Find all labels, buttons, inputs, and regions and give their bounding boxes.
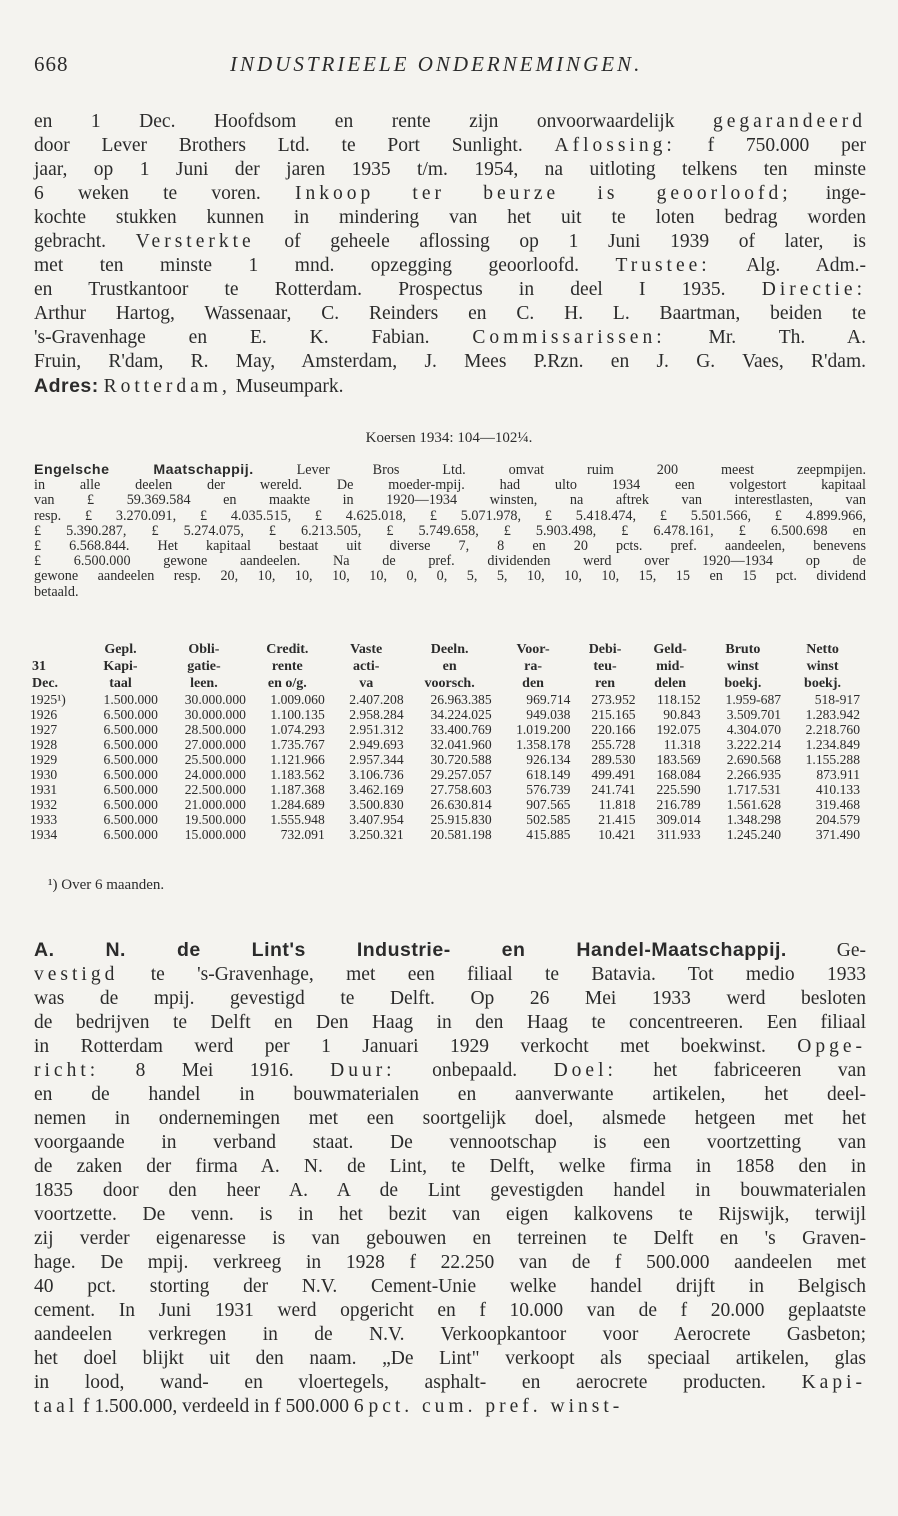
table-cell: 1.009.060 — [270, 692, 325, 707]
year-cell: 1926 — [30, 707, 58, 722]
text-segment: Duur: — [330, 1060, 396, 1081]
text-line — [34, 987, 866, 1011]
text-line — [34, 938, 866, 963]
table-row — [30, 707, 862, 722]
text-line — [34, 254, 866, 278]
table-cell: 30.000.000 — [184, 692, 246, 707]
text-segment: Engelsche Maatschappij. — [34, 462, 254, 478]
table-cell: 1.959-687 — [725, 692, 782, 707]
year-cell: 1933 — [30, 812, 58, 827]
table-cell: 273.952 — [591, 692, 636, 707]
text-line — [34, 478, 866, 493]
text-line — [34, 554, 866, 569]
text-segment: cement. In Juni 1931 werd opgericht en f 10.000 van de f 20.000 geplaatste — [34, 1300, 866, 1321]
text-segment: in lood, wand- en vloertegels, asphalt- en aerocrete producten. — [34, 1372, 802, 1393]
table-cell: 28.500.000 — [184, 722, 246, 737]
footnote-text: Over 6 maanden. — [61, 877, 165, 893]
text-segment: was de mpij. gevestigd te Delft. Op 26 Mei 1933 werd besloten — [34, 988, 866, 1009]
table-cell: 6.500.000 — [103, 782, 158, 797]
text-segment: gewone aandeelen resp. 20, 10, 10, 10, 10, 0, 0, 5, 5, 10, 10, 10, 15, 15 en 15 pct. dividend — [34, 568, 866, 585]
text-segment: Adres: — [34, 375, 99, 397]
table-cell: 11.818 — [598, 797, 636, 812]
table-cell: 907.565 — [526, 797, 571, 812]
table-cell: 204.579 — [815, 812, 860, 827]
text-segment: Commissarissen: — [472, 327, 666, 348]
column-header-line: ra- — [524, 659, 542, 674]
koersen-line: Koersen 1934: 104—102¼. — [365, 430, 533, 446]
table-cell: 118.152 — [656, 692, 701, 707]
table-cell: 1.234.849 — [805, 737, 860, 752]
text-line — [34, 1155, 866, 1179]
table-cell: 6.500.000 — [103, 722, 158, 737]
table-cell: 6.500.000 — [103, 737, 158, 752]
column-header-line: en o/g. — [267, 676, 307, 691]
text-segment: £ 5.390.287, £ 5.274.075, £ 6.213.505, £ 5.749.658, £ 5.903.498, £ 6.478.161, £ 6.500.698 en — [34, 522, 866, 539]
table-cell: 1.100.135 — [270, 707, 325, 722]
footnote — [48, 877, 164, 894]
text-segment: in alle deelen der wereld. De moeder-mpij. had ulto 1934 een volgestort kapitaal — [34, 477, 866, 494]
table-cell: 2.949.693 — [349, 737, 404, 752]
lint-company-paragraph — [34, 938, 866, 1419]
table-cell: 29.257.057 — [430, 767, 492, 782]
table-cell: 30.720.588 — [430, 752, 492, 767]
footnote-mark: ¹) — [48, 877, 58, 893]
text-segment: Inkoop ter beurze is geoorloofd; — [294, 183, 792, 204]
text-segment: zij verder eigenaresse is van gebouwen en terreinen te Delft en 's Graven- — [34, 1228, 866, 1249]
table-cell: 1.245.240 — [726, 827, 782, 842]
table-cell: 21.000.000 — [184, 797, 246, 812]
column-header-line: mid- — [656, 659, 685, 674]
table-cell: 216.789 — [656, 797, 701, 812]
column-header-line: Obli- — [188, 642, 220, 657]
column-header-line: acti- — [352, 659, 380, 674]
text-line — [34, 1203, 866, 1227]
table-cell: 27.000.000 — [184, 737, 246, 752]
table-cell: 30.000.000 — [184, 707, 246, 722]
column-header — [783, 641, 862, 692]
table-cell: 1.074.293 — [270, 722, 325, 737]
year-cell: 1929 — [30, 752, 58, 767]
column-header-line: leen. — [190, 676, 218, 691]
text-segment: aandeelen verkregen in de N.V. Verkoopkantoor voor Aerocrete Gasbeton; — [34, 1324, 866, 1345]
table-cell: 168.084 — [656, 767, 701, 782]
table-cell: 1.183.562 — [270, 767, 325, 782]
text-segment: en 1 Dec. Hoofdsom en rente zijn onvoorwaardelijk — [34, 111, 713, 132]
table-cell: 241.741 — [591, 782, 636, 797]
text-segment: Doel: — [553, 1060, 617, 1081]
table-cell: 410.133 — [815, 782, 860, 797]
table-cell: 1.019.200 — [516, 722, 571, 737]
table-cell: 311.933 — [656, 827, 701, 842]
year-cell: 1931 — [30, 782, 58, 797]
text-line — [34, 493, 866, 508]
table-row — [30, 827, 862, 842]
text-line — [34, 1179, 866, 1203]
text-segment: in Rotterdam werd per 1 Januari 1929 verkocht met boekwinst. — [34, 1036, 798, 1057]
table-header-row — [30, 641, 862, 692]
text-segment: Opge- — [797, 1036, 866, 1057]
year-cell: 1925¹) — [30, 692, 66, 707]
text-line — [34, 278, 866, 302]
column-header-line: Kapi- — [103, 659, 138, 674]
text-line — [34, 1011, 866, 1035]
lever-bond-paragraph — [34, 110, 866, 399]
column-header — [30, 641, 81, 692]
text-line — [34, 463, 866, 478]
table-cell: 20.581.198 — [430, 827, 492, 842]
column-header — [494, 641, 573, 692]
text-segment: betaald. — [34, 583, 79, 600]
text-segment: hage. De mpij. verkreeg in 1928 f 22.250 van de f 500.000 aandeelen met — [34, 1252, 866, 1273]
table-cell: 25.500.000 — [184, 752, 246, 767]
text-line — [34, 1323, 866, 1347]
table-cell: 2.951.312 — [349, 722, 404, 737]
table-cell: 183.569 — [656, 752, 701, 767]
text-segment: voorgaande in verband staat. De vennootschap is een voortzetting van — [34, 1132, 866, 1153]
text-segment: Versterkte — [135, 231, 255, 252]
text-segment: vestigd — [34, 964, 119, 985]
column-header-line: gatie- — [187, 659, 221, 674]
table-cell: 1.561.628 — [726, 797, 782, 812]
text-segment: Directie: — [761, 279, 866, 300]
table-cell: 576.739 — [526, 782, 571, 797]
table-cell: 26.963.385 — [430, 692, 492, 707]
page-header — [34, 52, 864, 82]
text-segment: de zaken der firma A. N. de Lint, te Delft, welke firma in 1858 den in — [34, 1156, 866, 1177]
table-cell: 1.187.368 — [270, 782, 325, 797]
table-cell: 969.714 — [526, 692, 571, 707]
table-cell: 2.266.935 — [726, 767, 782, 782]
text-segment: Alg. Adm.- — [710, 255, 867, 276]
table-cell: 1.283.942 — [805, 707, 860, 722]
table-cell: 3.500.830 — [349, 797, 404, 812]
column-header — [406, 641, 494, 692]
text-segment: 6 weken te voren. — [34, 183, 295, 204]
table-cell: 10.421 — [598, 827, 636, 842]
text-segment: A. N. de Lint's Industrie- en Handel-Maatschappij. — [34, 939, 787, 961]
text-segment: Kapi- — [801, 1372, 866, 1393]
text-line — [34, 1227, 866, 1251]
table-cell: 3.222.214 — [726, 737, 782, 752]
text-segment: f 1.500.000, verdeeld in f 500.000 6 — [78, 1396, 369, 1417]
text-segment: nemen in ondernemingen met een soortgelijk doel, alsmede hetgeen met het — [34, 1108, 866, 1129]
column-header-line: delen — [654, 676, 687, 691]
table-cell: 3.250.321 — [349, 827, 404, 842]
column-header — [160, 641, 248, 692]
column-header-line: winst — [806, 659, 839, 674]
column-header-line: winst — [726, 659, 759, 674]
table-cell: 371.490 — [815, 827, 860, 842]
table-cell: 1.500.000 — [103, 692, 158, 707]
text-line — [34, 302, 866, 326]
table-cell: 6.500.000 — [103, 767, 158, 782]
table-cell: 309.014 — [656, 812, 701, 827]
text-segment: gebracht. — [34, 231, 136, 252]
table-cell: 289.530 — [591, 752, 636, 767]
text-segment: onbepaald. — [395, 1060, 554, 1081]
table-cell: 499.491 — [591, 767, 636, 782]
column-header-line: taal — [109, 676, 132, 691]
table-cell: 1.155.288 — [805, 752, 860, 767]
table-cell: 1.348.298 — [726, 812, 782, 827]
table-row — [30, 692, 862, 707]
column-header-line: Netto — [806, 642, 839, 657]
table-cell: 3.106.736 — [349, 767, 404, 782]
table-cell: 6.500.000 — [103, 707, 158, 722]
table-cell: 24.000.000 — [184, 767, 246, 782]
text-line — [34, 134, 866, 158]
text-line — [34, 585, 866, 600]
table-cell: 21.415 — [598, 812, 636, 827]
table-cell: 215.165 — [591, 707, 636, 722]
text-segment: en Trustkantoor te Rotterdam. Prospectus in deel I 1935. — [34, 279, 762, 300]
text-segment: 1835 door den heer A. A de Lint gevestigden handel in bouwmaterialen — [34, 1180, 866, 1201]
text-segment: gegarandeerd — [712, 111, 866, 132]
table-cell: 2.958.284 — [349, 707, 404, 722]
column-header-line: Voor- — [516, 642, 550, 657]
text-line — [34, 1395, 866, 1419]
text-segment: of geheele aflossing op 1 Juni 1939 of later, is — [254, 231, 866, 252]
year-cell: 1932 — [30, 797, 58, 812]
text-segment: het doel blijkt uit den naam. „De Lint" verkoopt als speciaal artikelen, glas — [34, 1348, 866, 1369]
text-line — [34, 1131, 866, 1155]
table-cell: 2.407.208 — [349, 692, 404, 707]
column-header-line: Deeln. — [430, 642, 469, 657]
table-cell: 6.500.000 — [103, 812, 158, 827]
table-cell: 6.500.000 — [103, 827, 158, 842]
table-row — [30, 797, 862, 812]
table-cell: 6.500.000 — [103, 797, 158, 812]
year-cell: 1928 — [30, 737, 58, 752]
text-line — [34, 110, 866, 134]
text-segment: en de handel in bouwmaterialen en aanverwante artikelen, het deel- — [34, 1084, 866, 1105]
column-header-line: Bruto — [725, 642, 761, 657]
year-cell: 1930 — [30, 767, 58, 782]
table-cell: 1.555.948 — [270, 812, 325, 827]
table-cell: 1.121.966 — [270, 752, 325, 767]
column-header — [81, 641, 160, 692]
table-cell: 3.462.169 — [349, 782, 404, 797]
text-line — [34, 206, 866, 230]
table-cell: 949.038 — [526, 707, 571, 722]
column-header-line: boekj. — [804, 676, 841, 691]
text-segment: taal — [34, 1396, 79, 1417]
text-line — [34, 539, 866, 554]
text-segment: richt: — [34, 1060, 100, 1081]
table-cell: 220.166 — [591, 722, 636, 737]
table-cell: 32.041.960 — [430, 737, 492, 752]
text-line — [34, 1299, 866, 1323]
table-cell: 27.758.603 — [430, 782, 492, 797]
column-header-line: va — [359, 676, 374, 691]
text-segment: f 750.000 per — [675, 135, 866, 156]
column-header — [572, 641, 637, 692]
column-header-line: en — [442, 659, 457, 674]
column-header-line: ren — [595, 676, 616, 691]
table-cell: 15.000.000 — [184, 827, 246, 842]
table-cell: 33.400.769 — [430, 722, 492, 737]
text-segment: de bedrijven te Delft en Den Haag in den Haag te concentreeren. Een filiaal — [34, 1012, 866, 1033]
text-line — [34, 1107, 866, 1131]
table-cell: 25.915.830 — [430, 812, 492, 827]
table-cell: 34.224.025 — [430, 707, 492, 722]
text-segment: van £ 59.369.584 en maakte in 1920—1934 winsten, na aftrek van interestlasten, van — [34, 492, 866, 509]
column-header-line: boekj. — [724, 676, 762, 691]
table-cell: 19.500.000 — [184, 812, 246, 827]
table-cell: 319.468 — [815, 797, 860, 812]
text-segment: jaar, op 1 Juni der jaren 1935 t/m. 1954, na uitloting telkens ten minste — [34, 159, 866, 180]
column-header-line: Debi- — [588, 642, 622, 657]
text-segment: 8 Mei 1916. — [99, 1060, 331, 1081]
text-line — [34, 230, 866, 254]
text-segment: voortzette. De venn. is in het bezit van eigen kalkovens te Rijswijk, terwijl — [34, 1204, 866, 1225]
table-cell: 4.304.070 — [726, 722, 782, 737]
table-row — [30, 752, 862, 767]
column-header — [703, 641, 783, 692]
text-segment: Museumpark. — [230, 376, 344, 397]
table-cell: 873.911 — [816, 767, 860, 782]
table-cell: 1.358.178 — [516, 737, 571, 752]
table-cell: 2.690.568 — [726, 752, 782, 767]
table-cell: 1.717.531 — [726, 782, 782, 797]
column-header-line: voorsch. — [424, 676, 475, 691]
text-line — [34, 1035, 866, 1059]
text-segment: met ten minste 1 mnd. opzegging geoorloofd. — [34, 255, 616, 276]
text-segment: £ 6.568.844. Het kapitaal bestaat uit diverse 7, 8 en 20 pcts. pref. aandeelen, benevens — [34, 538, 866, 555]
text-segment: te 's-Gravenhage, met een filiaal te Batavia. Tot medio 1933 — [118, 964, 866, 985]
text-segment: Fruin, R'dam, R. May, Amsterdam, J. Mees P.Rzn. en J. G. Vaes, R'dam. — [34, 351, 866, 372]
text-segment: resp. £ 3.270.091, £ 4.035.515, £ 4.625.018, £ 5.071.978, £ 5.418.474, £ 5.501.566, £ 4.899.966, — [34, 507, 866, 524]
text-segment: Trustee: — [615, 255, 711, 276]
table-cell: 26.630.814 — [430, 797, 492, 812]
column-header — [638, 641, 703, 692]
text-segment: Mr. Th. A. — [665, 327, 866, 348]
text-line — [34, 963, 866, 987]
table-row — [30, 782, 862, 797]
column-header-line: rente — [271, 659, 303, 674]
text-line — [34, 1083, 866, 1107]
table-cell: 225.590 — [656, 782, 701, 797]
table-cell: 6.500.000 — [103, 752, 158, 767]
text-segment: Arthur Hartog, Wassenaar, C. Reinders en C. H. L. Baartman, beiden te — [34, 303, 866, 324]
page-number: 668 — [34, 52, 69, 76]
text-segment: Rotterdam, — [103, 376, 231, 397]
column-header-line: den — [522, 676, 544, 691]
column-header — [327, 641, 406, 692]
text-segment: inge- — [791, 183, 866, 204]
table-cell: 90.843 — [663, 707, 701, 722]
text-segment: Ge- — [786, 940, 867, 961]
text-segment: kochte stukken kunnen in mindering van het uit te loten bedrag worden — [34, 207, 866, 228]
text-line — [34, 1371, 866, 1395]
text-line — [34, 374, 866, 399]
column-header-line: Geld- — [653, 642, 687, 657]
column-header-line: Dec. — [32, 676, 59, 691]
text-segment: het fabriceeren van — [616, 1060, 866, 1081]
table-cell: 1.735.767 — [270, 737, 325, 752]
table-cell: 3.509.701 — [726, 707, 782, 722]
column-header-line: Vaste — [350, 642, 383, 657]
text-line — [34, 524, 866, 539]
text-line — [34, 569, 866, 584]
text-segment: £ 6.500.000 gewone aandeelen. Na de pref. dividenden werd over 1920—1934 op de — [34, 553, 866, 570]
column-header-line: teu- — [593, 659, 617, 674]
table-row — [30, 722, 862, 737]
table-cell: 2.957.344 — [349, 752, 404, 767]
table-cell: 618.149 — [526, 767, 571, 782]
table-cell: 3.407.954 — [349, 812, 404, 827]
year-cell: 1927 — [30, 722, 58, 737]
engelsche-maatschappij-paragraph — [34, 463, 866, 600]
table-cell: 926.134 — [526, 752, 571, 767]
table-cell: 22.500.000 — [184, 782, 246, 797]
text-line — [34, 182, 866, 206]
column-header-line: Gepl. — [104, 642, 137, 657]
table-cell: 11.318 — [663, 737, 701, 752]
table-cell: 255.728 — [591, 737, 636, 752]
table-row — [30, 737, 862, 752]
text-line — [34, 1275, 866, 1299]
text-line — [34, 1059, 866, 1083]
text-segment: 40 pct. storting der N.V. Cement-Unie welke handel drijft in Belgisch — [34, 1276, 866, 1297]
text-segment: Lever Bros Ltd. omvat ruim 200 meest zeepmpijen. — [253, 462, 866, 478]
text-line — [34, 326, 866, 350]
text-line — [34, 158, 866, 182]
text-segment: door Lever Brothers Ltd. te Port Sunlight. — [34, 135, 555, 156]
column-header-line: 31 — [32, 659, 46, 674]
column-header-line: Credit. — [266, 642, 309, 657]
financial-table — [30, 641, 862, 842]
table-cell: 415.885 — [526, 827, 571, 842]
text-segment: Aflossing: — [554, 135, 676, 156]
text-line — [34, 350, 866, 374]
text-line — [34, 1347, 866, 1371]
table-cell: 732.091 — [280, 827, 325, 842]
text-line — [34, 1251, 866, 1275]
table-cell: 2.218.760 — [805, 722, 860, 737]
text-line — [34, 509, 866, 524]
table-cell: 1.284.689 — [270, 797, 325, 812]
table-cell: 518-917 — [814, 692, 860, 707]
running-title: INDUSTRIEELE ONDERNEMINGEN. — [230, 52, 643, 76]
table-cell: 192.075 — [656, 722, 701, 737]
table-cell: 502.585 — [526, 812, 571, 827]
table-row — [30, 812, 862, 827]
text-segment: pct. cum. pref. winst- — [368, 1396, 624, 1417]
column-header — [248, 641, 327, 692]
table-row — [30, 767, 862, 782]
year-cell: 1934 — [30, 827, 58, 842]
text-segment: 's-Gravenhage en E. K. Fabian. — [34, 327, 473, 348]
